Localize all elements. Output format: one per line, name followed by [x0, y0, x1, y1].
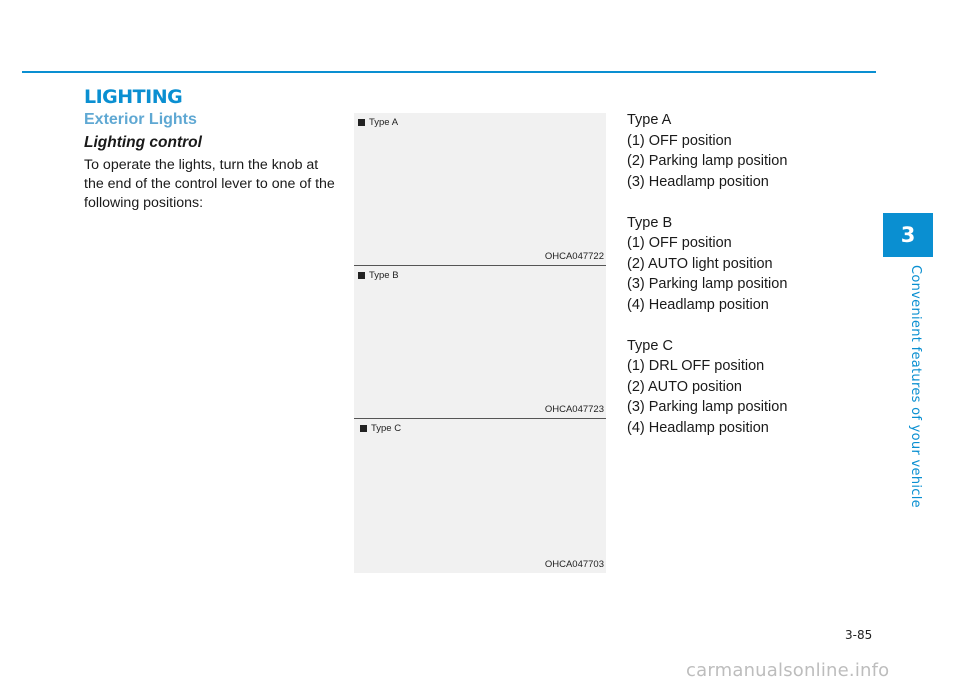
- chapter-title: Convenient features of your vehicle: [908, 265, 923, 508]
- figure-label-text: Type C: [371, 423, 402, 434]
- list-item: (1) DRL OFF position: [627, 358, 765, 374]
- chapter-tab: 3: [883, 213, 933, 257]
- figure-code: OHCA047723: [544, 404, 604, 415]
- list-item: (3) Parking lamp position: [627, 399, 788, 415]
- page-number: 3-85: [845, 628, 873, 642]
- figure-code: OHCA047722: [544, 251, 604, 262]
- figure-type-c: [354, 418, 606, 573]
- type-b-list: [627, 213, 867, 316]
- figure-label: [360, 423, 401, 434]
- list-item: (1) OFF position: [627, 235, 732, 251]
- list-item: (3) Headlamp position: [627, 173, 769, 190]
- list-item: (2) AUTO position: [627, 378, 742, 395]
- list-item: (4) Headlamp position: [627, 296, 769, 313]
- square-bullet-icon: [360, 425, 367, 432]
- watermark: carmanualsonline.info: [686, 660, 890, 681]
- list-item: (2) AUTO light position: [627, 255, 773, 272]
- list-item: (4) Headlamp position: [627, 419, 769, 436]
- type-c-list: [627, 336, 867, 439]
- figure-type-a: [354, 113, 606, 265]
- sub-heading: Exterior Lights: [84, 111, 197, 128]
- header-rule: [22, 71, 876, 73]
- list-item: (3) Parking lamp position: [627, 276, 788, 292]
- figure-code: OHCA047703: [544, 559, 604, 570]
- figure-label: [358, 270, 399, 281]
- list-item: (1) OFF position: [627, 132, 732, 149]
- type-title: Type C: [627, 337, 673, 354]
- square-bullet-icon: [358, 272, 365, 279]
- figure-label-text: Type A: [369, 117, 399, 128]
- section-heading: LIGHTING: [84, 86, 183, 108]
- position-lists: [627, 110, 867, 459]
- type-a-list: [627, 110, 867, 192]
- sub-sub-heading: Lighting control: [84, 134, 202, 151]
- figure-label-text: Type B: [369, 270, 399, 281]
- figure-type-b: [354, 265, 606, 418]
- intro-paragraph: To operate the lights, turn the knob at the end of the control lever to one of the following positions:: [84, 157, 335, 211]
- type-title: Type B: [627, 214, 673, 231]
- list-item: (2) Parking lamp position: [627, 153, 788, 169]
- square-bullet-icon: [358, 119, 365, 126]
- type-title: Type A: [627, 112, 672, 128]
- figure-label: [358, 117, 398, 128]
